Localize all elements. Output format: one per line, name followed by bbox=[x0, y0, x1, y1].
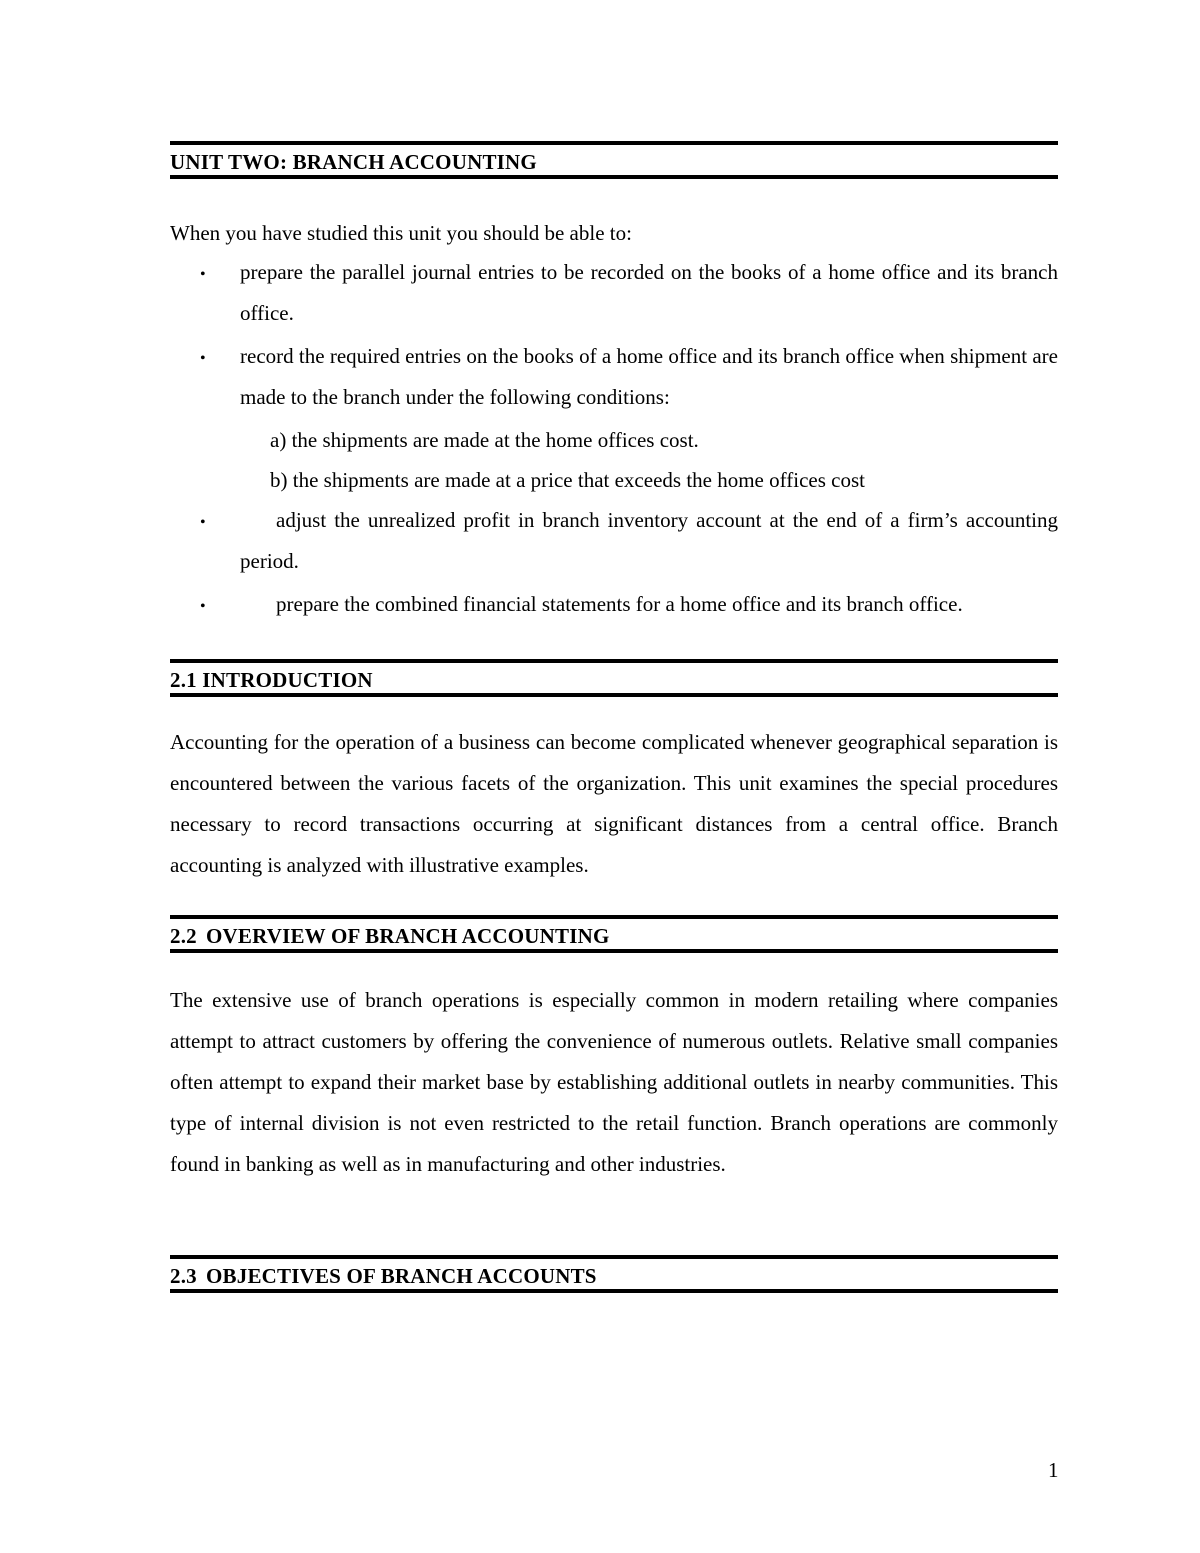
section-heading-box bbox=[170, 915, 1058, 953]
section-heading-box bbox=[170, 659, 1058, 697]
section-title: 2.1 INTRODUCTION bbox=[170, 668, 373, 692]
section-heading bbox=[170, 1264, 597, 1289]
section-heading-box bbox=[170, 1255, 1058, 1293]
bullet-icon: • bbox=[200, 266, 206, 283]
objective-text: prepare the parallel journal entries to be recorded on the books of a home office and its branch office. bbox=[240, 260, 1058, 325]
section-body: The extensive use of branch operations is especially common in modern retailing where companies attempt to attract customers by offering the convenience of numerous outlets. Relative small companies often attempt to expand their market base by establishing additional outlets in nearby communities. This type of internal division is not even restricted to the retail function. Branch operations are commonly found in banking as well as in manufacturing and other industries. bbox=[170, 988, 1058, 1176]
unit-heading-box bbox=[170, 141, 1058, 179]
section-heading bbox=[170, 668, 373, 693]
section-title: OBJECTIVES OF BRANCH ACCOUNTS bbox=[206, 1264, 597, 1288]
condition-item: b) the shipments are made at a price that exceeds the home offices cost bbox=[270, 468, 865, 492]
section-number: 2.3 bbox=[170, 1264, 197, 1288]
section-number: 2.2 bbox=[170, 924, 197, 948]
intro-text: When you have studied this unit you should be able to: bbox=[170, 221, 632, 245]
page-number: 1 bbox=[1048, 1458, 1059, 1482]
section-body: Accounting for the operation of a business can become complicated whenever geographical separation is encountered between the various facets of the organization. This unit examines the special procedures necessary to record transactions occurring at significant distances from a central office. Branch accounting is analyzed with illustrative examples. bbox=[170, 730, 1058, 877]
unit-heading: UNIT TWO: BRANCH ACCOUNTING bbox=[170, 150, 537, 174]
condition-item: a) the shipments are made at the home offices cost. bbox=[270, 428, 699, 452]
objective-text: adjust the unrealized profit in branch inventory account at the end of a firm’s accounting period. bbox=[240, 508, 1058, 573]
bullet-icon: • bbox=[200, 514, 206, 531]
bullet-icon: • bbox=[200, 350, 206, 367]
section-title: OVERVIEW OF BRANCH ACCOUNTING bbox=[206, 924, 610, 948]
section-heading bbox=[170, 924, 610, 949]
bullet-icon: • bbox=[200, 598, 206, 615]
objective-text: record the required entries on the books of a home office and its branch office when shipment are made to the branch under the following conditions: bbox=[240, 344, 1058, 409]
objective-text: prepare the combined financial statements for a home office and its branch office. bbox=[276, 592, 963, 616]
